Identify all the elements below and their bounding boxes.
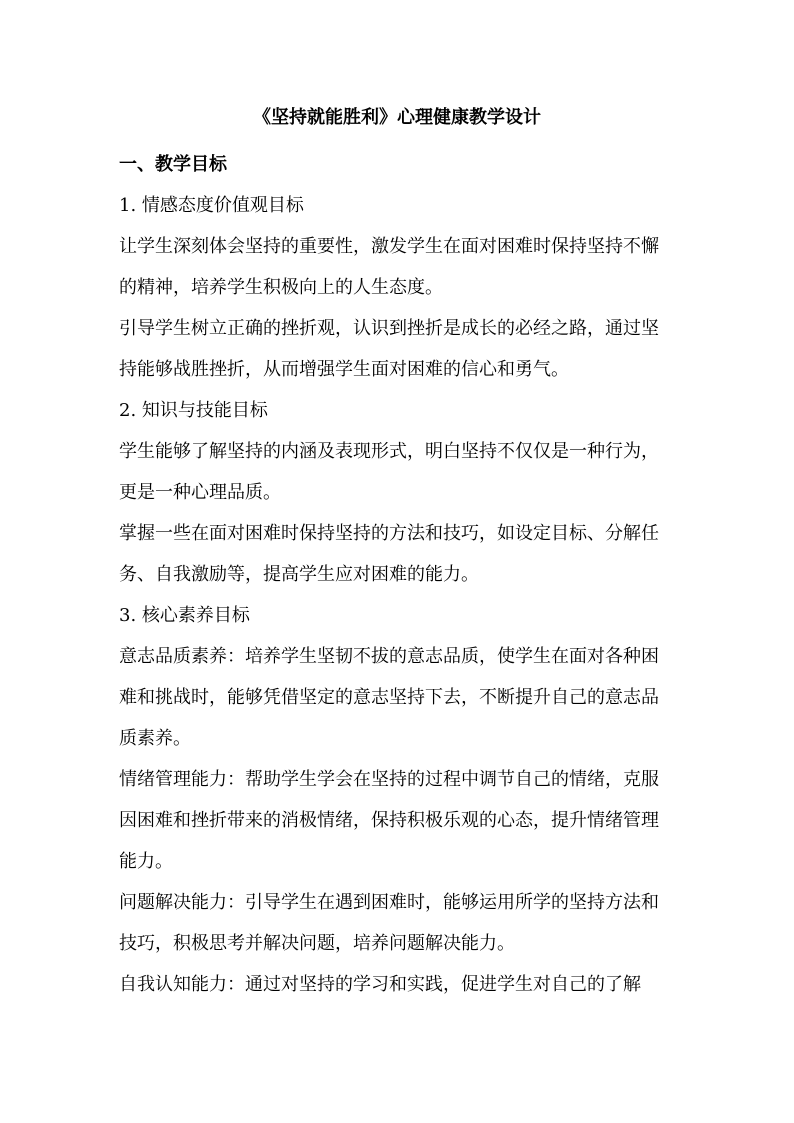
paragraph-line: 自我认知能力：通过对坚持的学习和实践，促进学生对自己的了解 (119, 974, 641, 995)
subheading-knowledge-skills-goal: 2. 知识与技能目标 (119, 400, 268, 421)
paragraph-line: 掌握一些在面对困难时保持坚持的方法和技巧，如设定目标、分解任 (119, 523, 659, 544)
paragraph-line: 问题解决能力：引导学生在遇到困难时，能够运用所学的坚持方法和 (119, 892, 659, 913)
paragraph-line: 因困难和挫折带来的消极情绪，保持积极乐观的心态，提升情绪管理 (119, 810, 659, 831)
subheading-core-literacy-goal: 3. 核心素养目标 (119, 605, 250, 626)
paragraph-line: 让学生深刻体会坚持的重要性，激发学生在面对困难时保持坚持不懈 (119, 236, 659, 257)
paragraph-line: 持能够战胜挫折，从而增强学生面对困难的信心和勇气。 (119, 359, 569, 380)
paragraph-line: 学生能够了解坚持的内涵及表现形式，明白坚持不仅仅是一种行为， (119, 441, 659, 462)
paragraph-line: 质素养。 (119, 728, 191, 749)
paragraph-line: 的精神，培养学生积极向上的人生态度。 (119, 277, 443, 298)
paragraph-line: 技巧，积极思考并解决问题，培养问题解决能力。 (119, 933, 515, 954)
paragraph-line: 意志品质素养：培养学生坚韧不拔的意志品质，使学生在面对各种困 (119, 646, 659, 667)
paragraph-line: 情绪管理能力：帮助学生学会在坚持的过程中调节自己的情绪，克服 (119, 769, 659, 790)
section-heading-teaching-goals: 一、教学目标 (119, 154, 227, 175)
document-body (119, 144, 679, 1005)
paragraph-line: 务、自我激励等，提高学生应对困难的能力。 (119, 564, 479, 585)
paragraph-line: 更是一种心理品质。 (119, 482, 281, 503)
paragraph-line: 难和挑战时，能够凭借坚定的意志坚持下去，不断提升自己的意志品 (119, 687, 659, 708)
paragraph-line: 能力。 (119, 851, 173, 872)
document-title: 《坚持就能胜利》心理健康教学设计 (253, 107, 541, 128)
subheading-emotion-values-goal: 1. 情感态度价值观目标 (119, 195, 304, 216)
paragraph-line: 引导学生树立正确的挫折观，认识到挫折是成长的必经之路，通过坚 (119, 318, 659, 339)
